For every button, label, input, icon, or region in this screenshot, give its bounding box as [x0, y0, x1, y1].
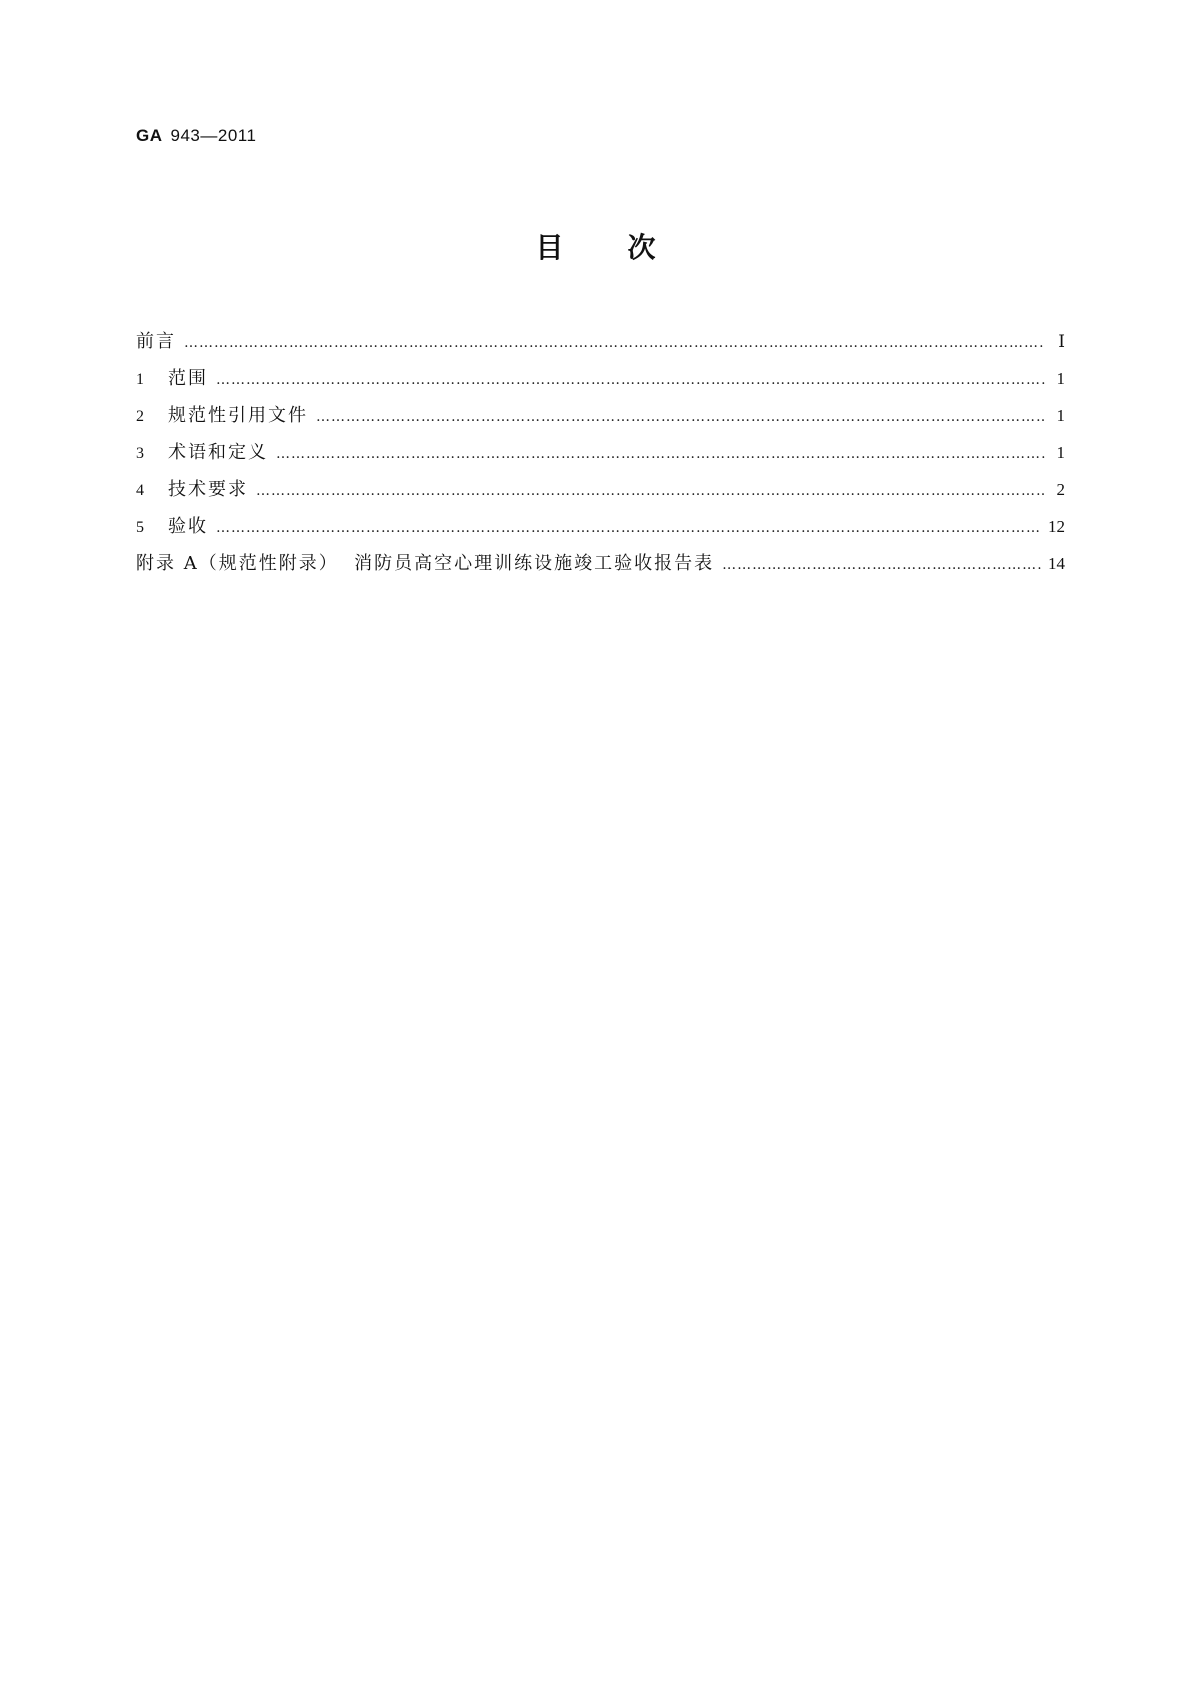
- toc-entry-number: 2: [136, 408, 144, 425]
- toc-entry-page: 1: [1056, 443, 1065, 462]
- toc-leader-dots: [184, 335, 1045, 351]
- toc-leader-dots: [216, 520, 1042, 536]
- document-code: [136, 126, 256, 146]
- toc-entry-terms-definitions[interactable]: [136, 438, 1065, 475]
- table-of-contents: [136, 327, 1065, 586]
- toc-entry-normative-references[interactable]: [136, 401, 1065, 438]
- toc-entry-label: 附录 A（规范性附录） 消防员高空心理训练设施竣工验收报告表: [136, 553, 715, 574]
- document-code-number: 943—2011: [170, 126, 257, 145]
- document-code-prefix: GA: [136, 126, 163, 145]
- toc-entry-page: Ⅰ: [1058, 332, 1065, 351]
- toc-entry-label: 验收: [168, 516, 208, 537]
- toc-entry-number: 5: [136, 519, 144, 536]
- toc-leader-dots: [216, 372, 1045, 388]
- toc-entry-foreword[interactable]: [136, 327, 1065, 364]
- toc-entry-label: 规范性引用文件: [168, 405, 308, 426]
- toc-entry-number: 4: [136, 482, 144, 499]
- toc-leader-dots: [316, 409, 1045, 425]
- toc-entry-label: 术语和定义: [168, 442, 268, 463]
- toc-leader-dots: [722, 557, 1042, 573]
- toc-entry-acceptance[interactable]: [136, 512, 1065, 549]
- toc-entry-page: 14: [1048, 554, 1065, 573]
- toc-entry-appendix-a[interactable]: [136, 549, 1065, 586]
- toc-leader-dots: [276, 446, 1045, 462]
- toc-leader-dots: [256, 483, 1045, 499]
- toc-entry-page: 2: [1056, 480, 1065, 499]
- toc-entry-page: 1: [1056, 369, 1065, 388]
- toc-entry-label: 技术要求: [168, 479, 248, 500]
- toc-entry-label: 前言: [136, 331, 176, 352]
- toc-entry-number: 3: [136, 445, 144, 462]
- toc-entry-label: 范围: [168, 368, 208, 389]
- toc-entry-scope[interactable]: [136, 364, 1065, 401]
- toc-entry-technical-requirements[interactable]: [136, 475, 1065, 512]
- toc-entry-page: 12: [1048, 517, 1065, 536]
- toc-title: 目次: [535, 231, 720, 264]
- toc-entry-number: 1: [136, 371, 144, 388]
- toc-entry-page: 1: [1056, 406, 1065, 425]
